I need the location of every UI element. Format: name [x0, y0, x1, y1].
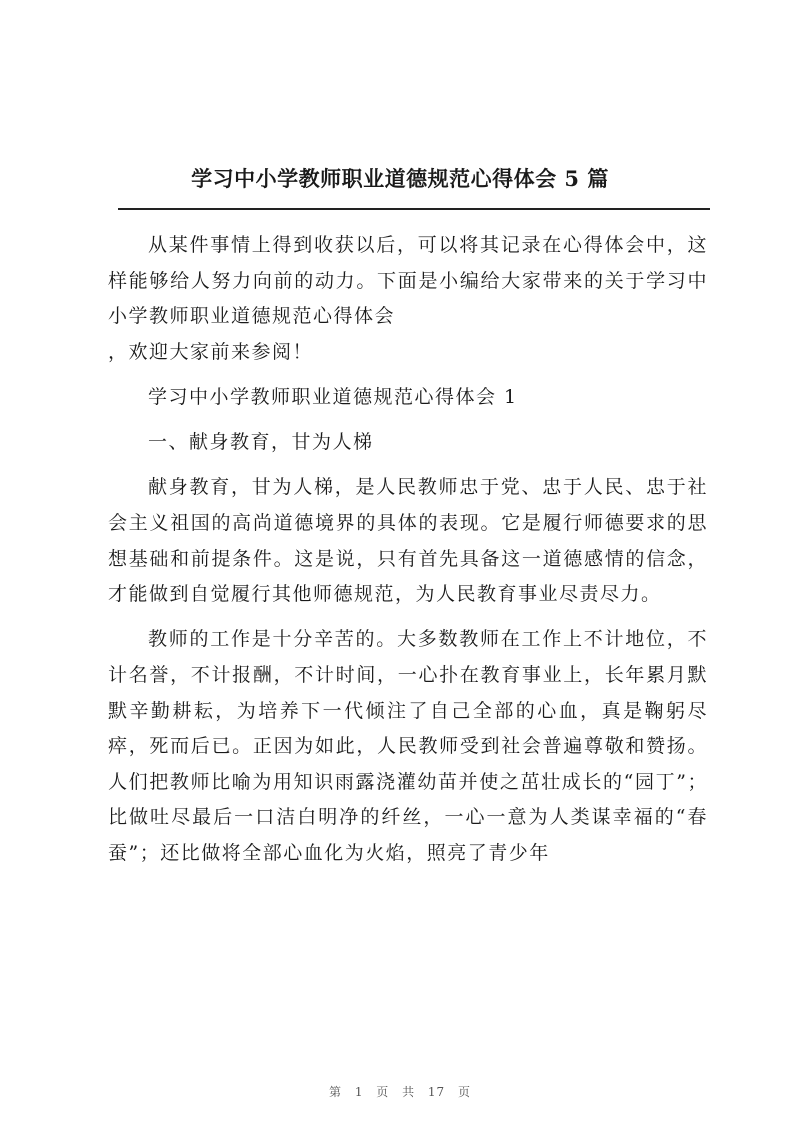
- subsection-heading: 一、献身教育，甘为人梯: [148, 431, 374, 454]
- body-paragraph: 教师的工作是十分辛苦的。大多数教师在工作上不计地位，不计名誉，不计报酬，不计时间，一心扑在教育事业上，长年累月默默辛勤耕耘，为培养下一代倾注了自己全部的心血，真是鞠躬尽瘁，死而后已。正因为如此，人民教师受到社会普遍尊敬和赞扬。人们把教师比喻为用知识雨露浇灌幼苗并使之茁壮成长的“园丁”；比做吐尽最后一口洁白明净的纤丝，一心一意为人类谋幸福的“春蚕”；还比做将全部心血化为火焰，照亮了青少年: [108, 628, 708, 864]
- document-title: 学习中小学教师职业道德规范心得体会 5 篇: [191, 166, 609, 191]
- page-number-footer: 第 1 页 共 17 页: [329, 1085, 471, 1099]
- title-divider: [118, 208, 710, 210]
- intro-paragraph: 从某件事情上得到收获以后，可以将其记录在心得体会中，这样能够给人努力向前的动力。下面是小编给大家带来的关于学习中小学教师职业道德规范心得体会: [108, 234, 708, 328]
- section-heading: 学习中小学教师职业道德规范心得体会 1: [148, 385, 518, 408]
- intro-closing-line: ，欢迎大家前来参阅！: [108, 340, 314, 363]
- document-body: [108, 228, 708, 871]
- body-paragraph: 献身教育，甘为人梯，是人民教师忠于党、忠于人民、忠于社会主义祖国的高尚道德境界的具体的表现。它是履行师德要求的思想基础和前提条件。这是说，只有首先具备这一道德感情的信念，才能做到自觉履行其他师德规范，为人民教育事业尽责尽力。: [108, 476, 708, 606]
